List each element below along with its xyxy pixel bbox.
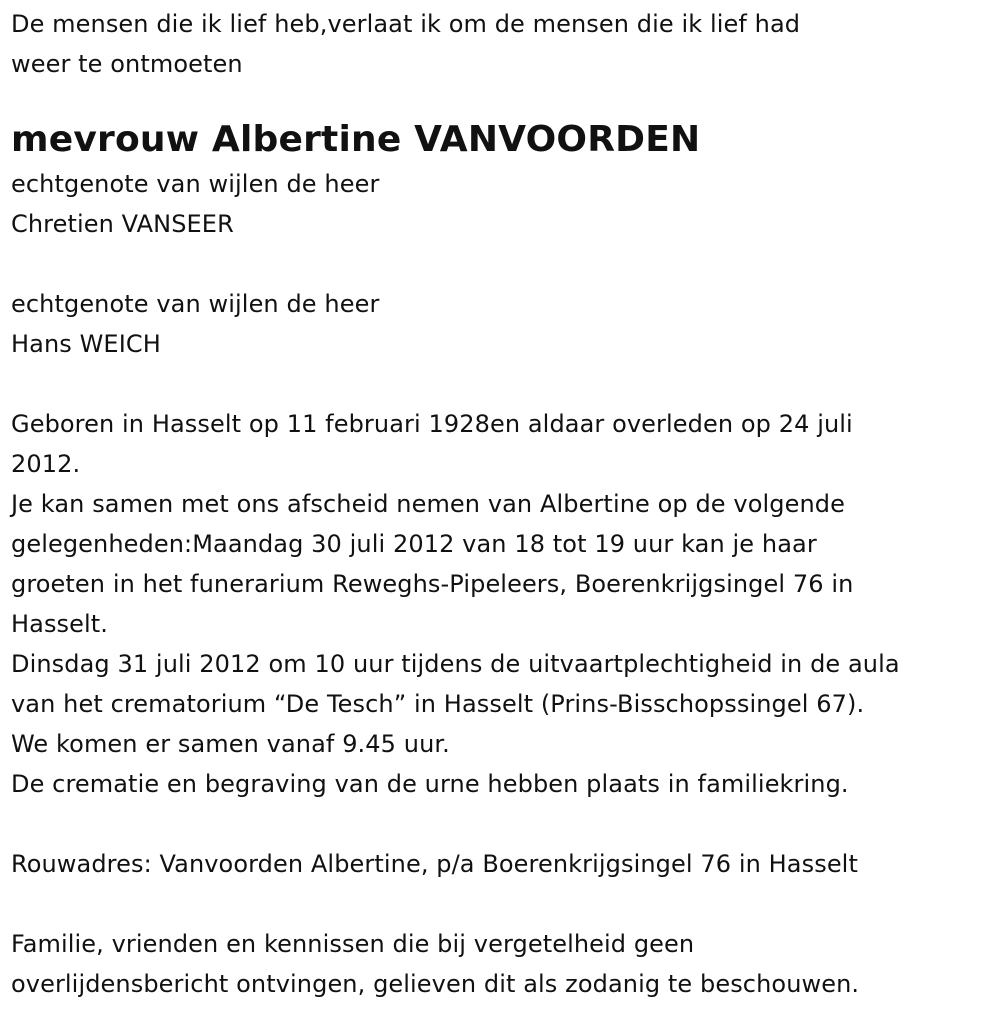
spacer: [11, 804, 1000, 844]
details-line-6: Hasselt.: [11, 610, 109, 638]
details-line-9: We komen er samen vanaf 9.45 uur.: [11, 730, 450, 758]
details-line-4: gelegenheden:Maandag 30 juli 2012 van 18 tot 19 uur kan je haar: [11, 530, 817, 558]
details-line-1: Geboren in Hasselt op 11 februari 1928en aldaar overleden op 24 juli: [11, 410, 853, 438]
details-line-7: Dinsdag 31 juli 2012 om 10 uur tijdens de uitvaartplechtigheid in de aula: [11, 650, 900, 678]
spacer: [11, 884, 1000, 924]
spouse-2-relation: echtgenote van wijlen de heer: [11, 290, 380, 318]
details-line-8: van het crematorium “De Tesch” in Hasselt (Prins-Bisschopssingel 67).: [11, 690, 865, 718]
spouse-1-name: Chretien VANSEER: [11, 210, 234, 238]
deceased-name: mevrouw Albertine VANVOORDEN: [11, 119, 701, 160]
closing-line-1: Familie, vrienden en kennissen die bij vergetelheid geen: [11, 930, 695, 958]
details-line-3: Je kan samen met ons afscheid nemen van Albertine op de volgende: [11, 490, 845, 518]
details-line-10: De crematie en begraving van de urne hebben plaats in familiekring.: [11, 770, 849, 798]
spouse-1-relation: echtgenote van wijlen de heer: [11, 170, 380, 198]
spacer: [11, 244, 1000, 284]
quote-line-1: De mensen die ik lief heb,verlaat ik om de mensen die ik lief had: [11, 10, 801, 38]
details-line-2: 2012.: [11, 450, 81, 478]
spacer: [11, 364, 1000, 404]
closing-line-2: overlijdensbericht ontvingen, gelieven dit als zodanig te beschouwen.: [11, 970, 860, 998]
spouse-2-name: Hans WEICH: [11, 330, 161, 358]
mourning-address: Rouwadres: Vanvoorden Albertine, p/a Boerenkrijgsingel 76 in Hasselt: [11, 850, 858, 878]
quote-line-2: weer te ontmoeten: [11, 50, 243, 78]
details-line-5: groeten in het funerarium Reweghs-Pipeleers, Boerenkrijgsingel 76 in: [11, 570, 854, 598]
